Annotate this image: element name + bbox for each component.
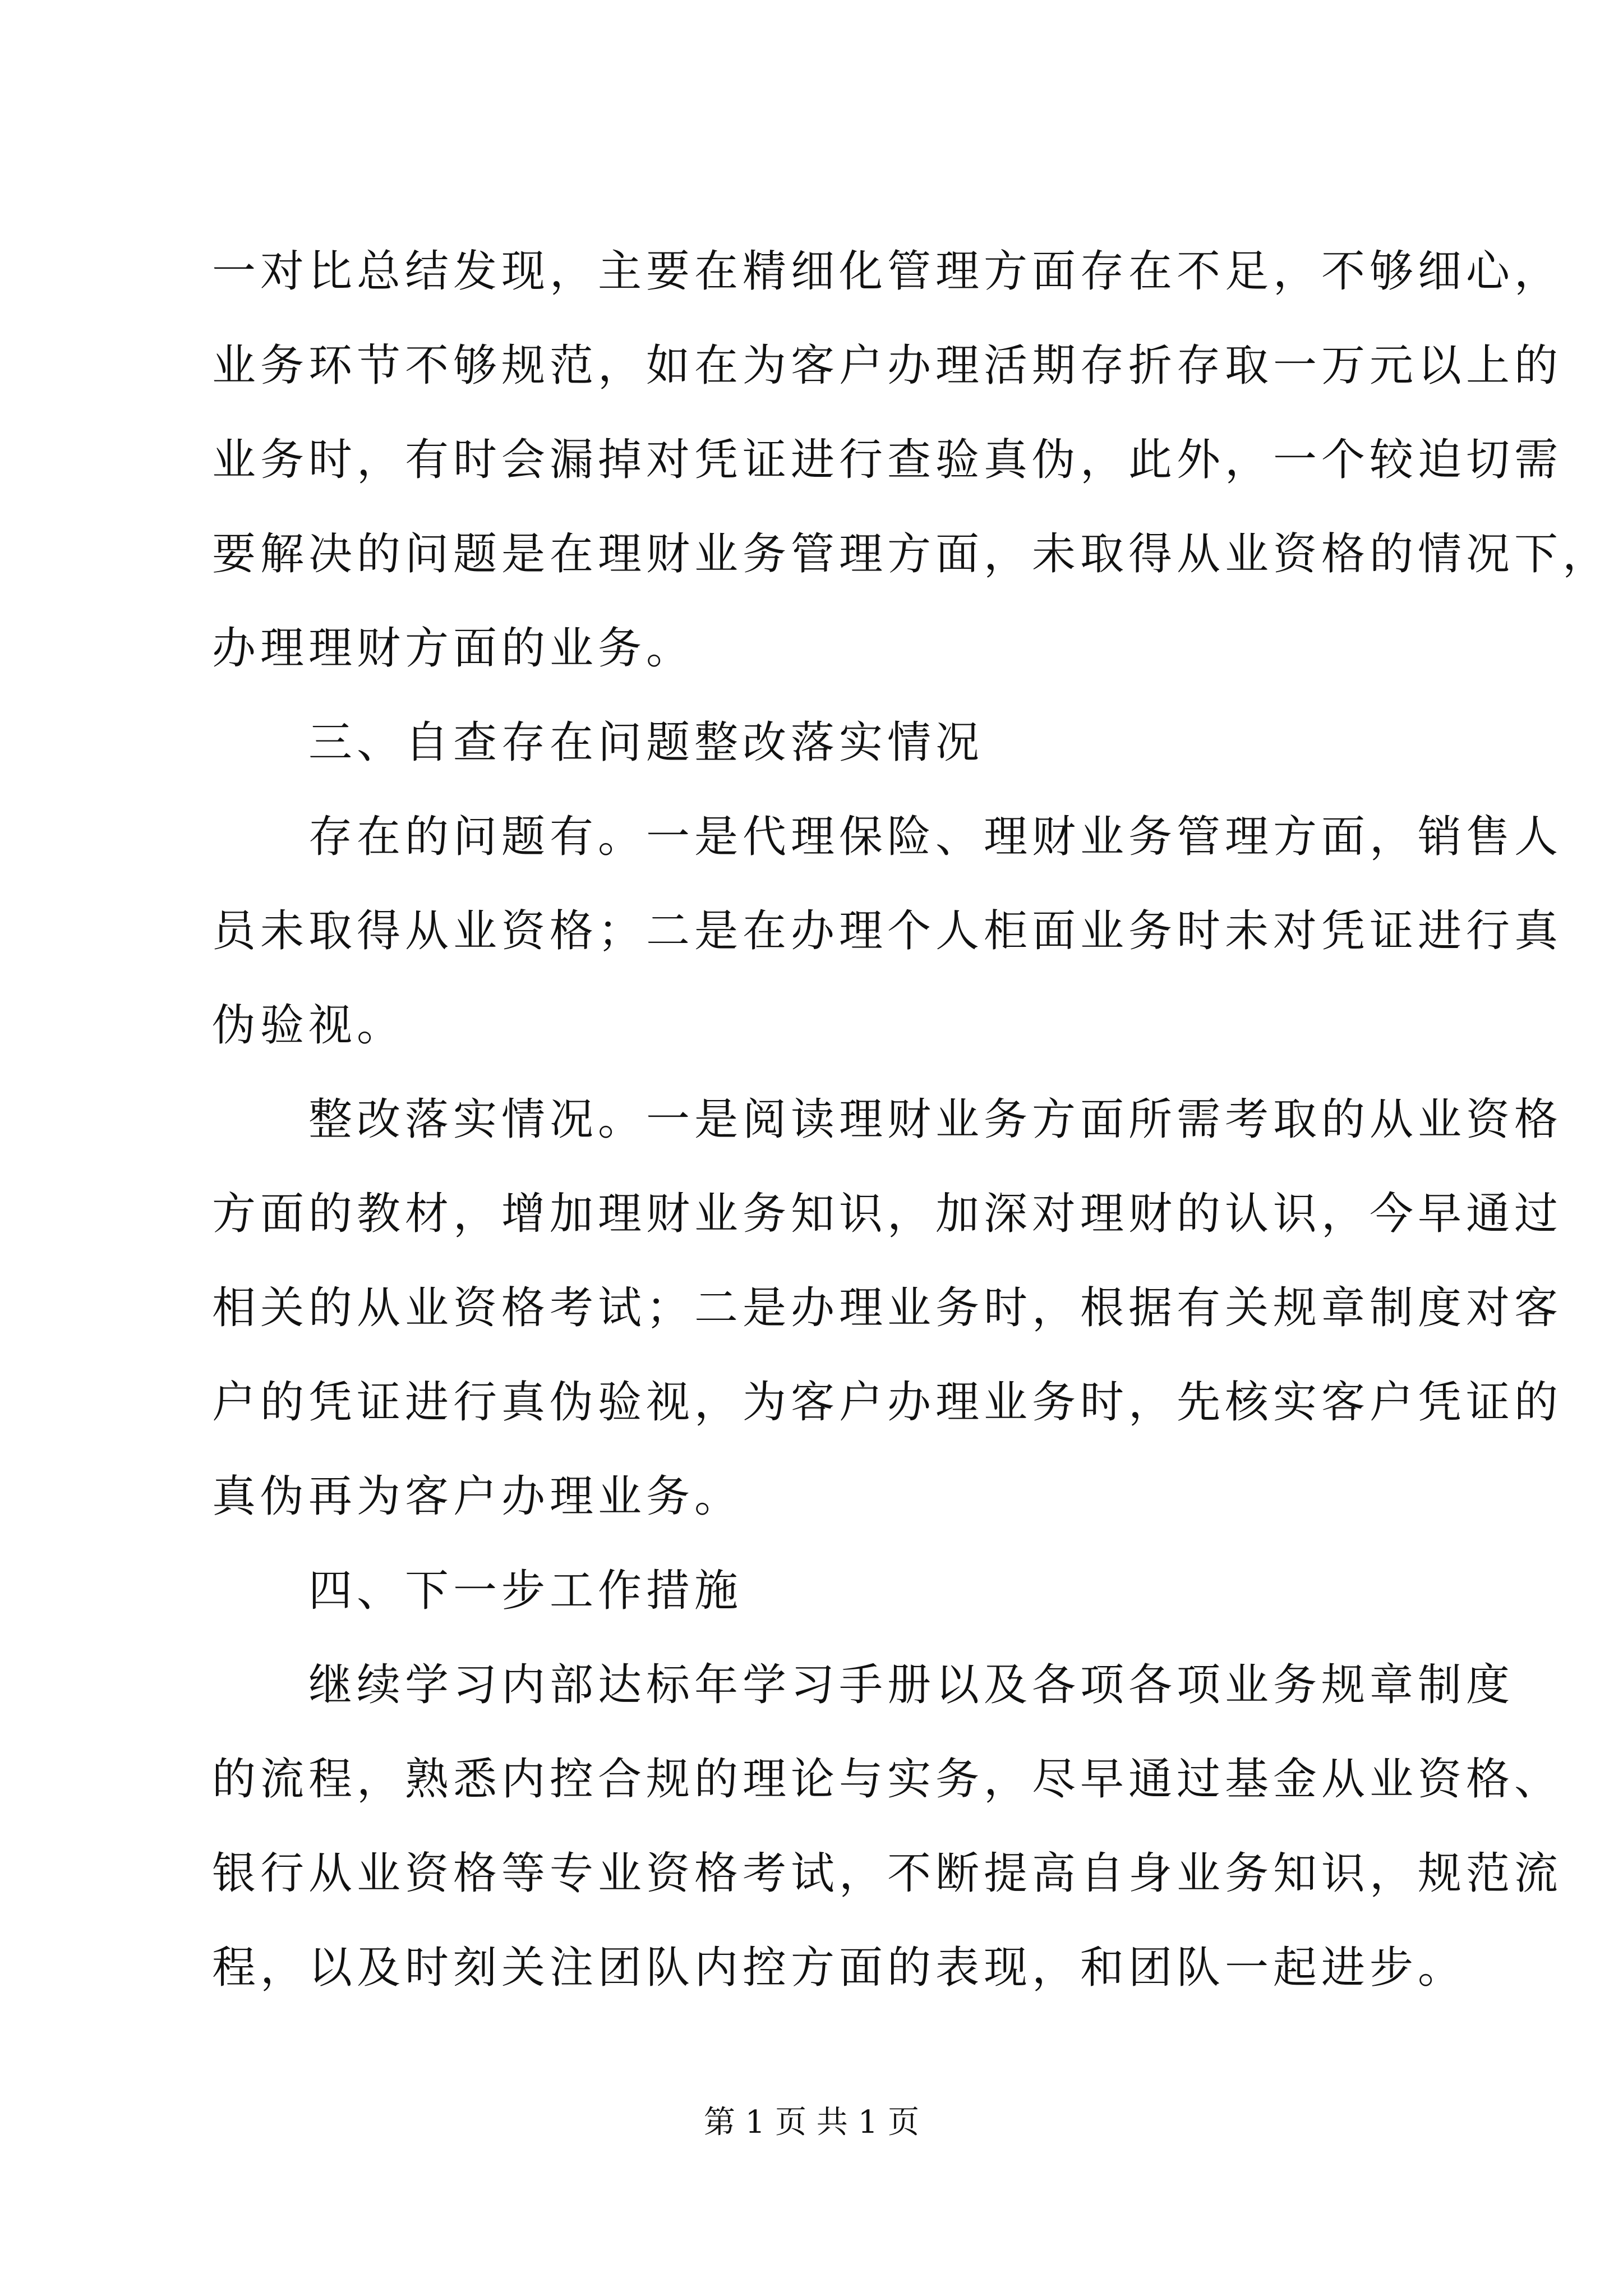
- paragraph-line: 程，以及时刻关注团队内控方面的表现，和团队一起进步。: [212, 1943, 1467, 1993]
- paragraph-first-line: 继续学习内部达标年学习手册以及各项各项业务规章制度: [308, 1660, 1515, 1710]
- paragraph-first-line: 三、自查存在问题整改落实情况: [308, 717, 984, 768]
- paragraph-line: 的流程，熟悉内控合规的理论与实务，尽早通过基金从业资格、: [212, 1754, 1563, 1805]
- paragraph-line: 相关的从业资格考试；二是办理业务时，根据有关规章制度对客: [212, 1283, 1563, 1333]
- paragraph-line: 业务环节不够规范，如在为客户办理活期存折存取一万元以上的: [212, 341, 1563, 391]
- paragraph-line: 银行从业资格等专业资格考试，不断提高自身业务知识，规范流: [212, 1848, 1563, 1899]
- paragraph-line: 真伪再为客户办理业务。: [212, 1471, 743, 1522]
- paragraph-line: 方面的教材，增加理财业务知识，加深对理财的认识，今早通过: [212, 1189, 1563, 1239]
- paragraph-line: 一对比总结发现，主要在精细化管理方面存在不足，不够细心，: [212, 246, 1563, 297]
- paragraph-line: 伪验视。: [212, 1000, 405, 1051]
- paragraph-line: 要解决的问题是在理财业务管理方面，未取得从业资格的情况下，: [212, 529, 1611, 579]
- paragraph-line: 员未取得从业资格；二是在办理个人柜面业务时未对凭证进行真: [212, 906, 1563, 956]
- paragraph-line: 业务时，有时会漏掉对凭证进行查验真伪，此外，一个较迫切需: [212, 435, 1563, 485]
- paragraph-line: 办理理财方面的业务。: [212, 623, 695, 674]
- document-body: [212, 224, 1611, 2015]
- paragraph-first-line: 存在的问题有。一是代理保险、理财业务管理方面，销售人: [308, 812, 1563, 862]
- paragraph-first-line: 四、下一步工作措施: [308, 1566, 743, 1616]
- paragraph-line: 户的凭证进行真伪验视，为客户办理业务时，先核实客户凭证的: [212, 1377, 1563, 1428]
- paragraph-first-line: 整改落实情况。一是阅读理财业务方面所需考取的从业资格: [308, 1094, 1563, 1145]
- page-footer: 第 1 页 共 1 页: [703, 2104, 920, 2141]
